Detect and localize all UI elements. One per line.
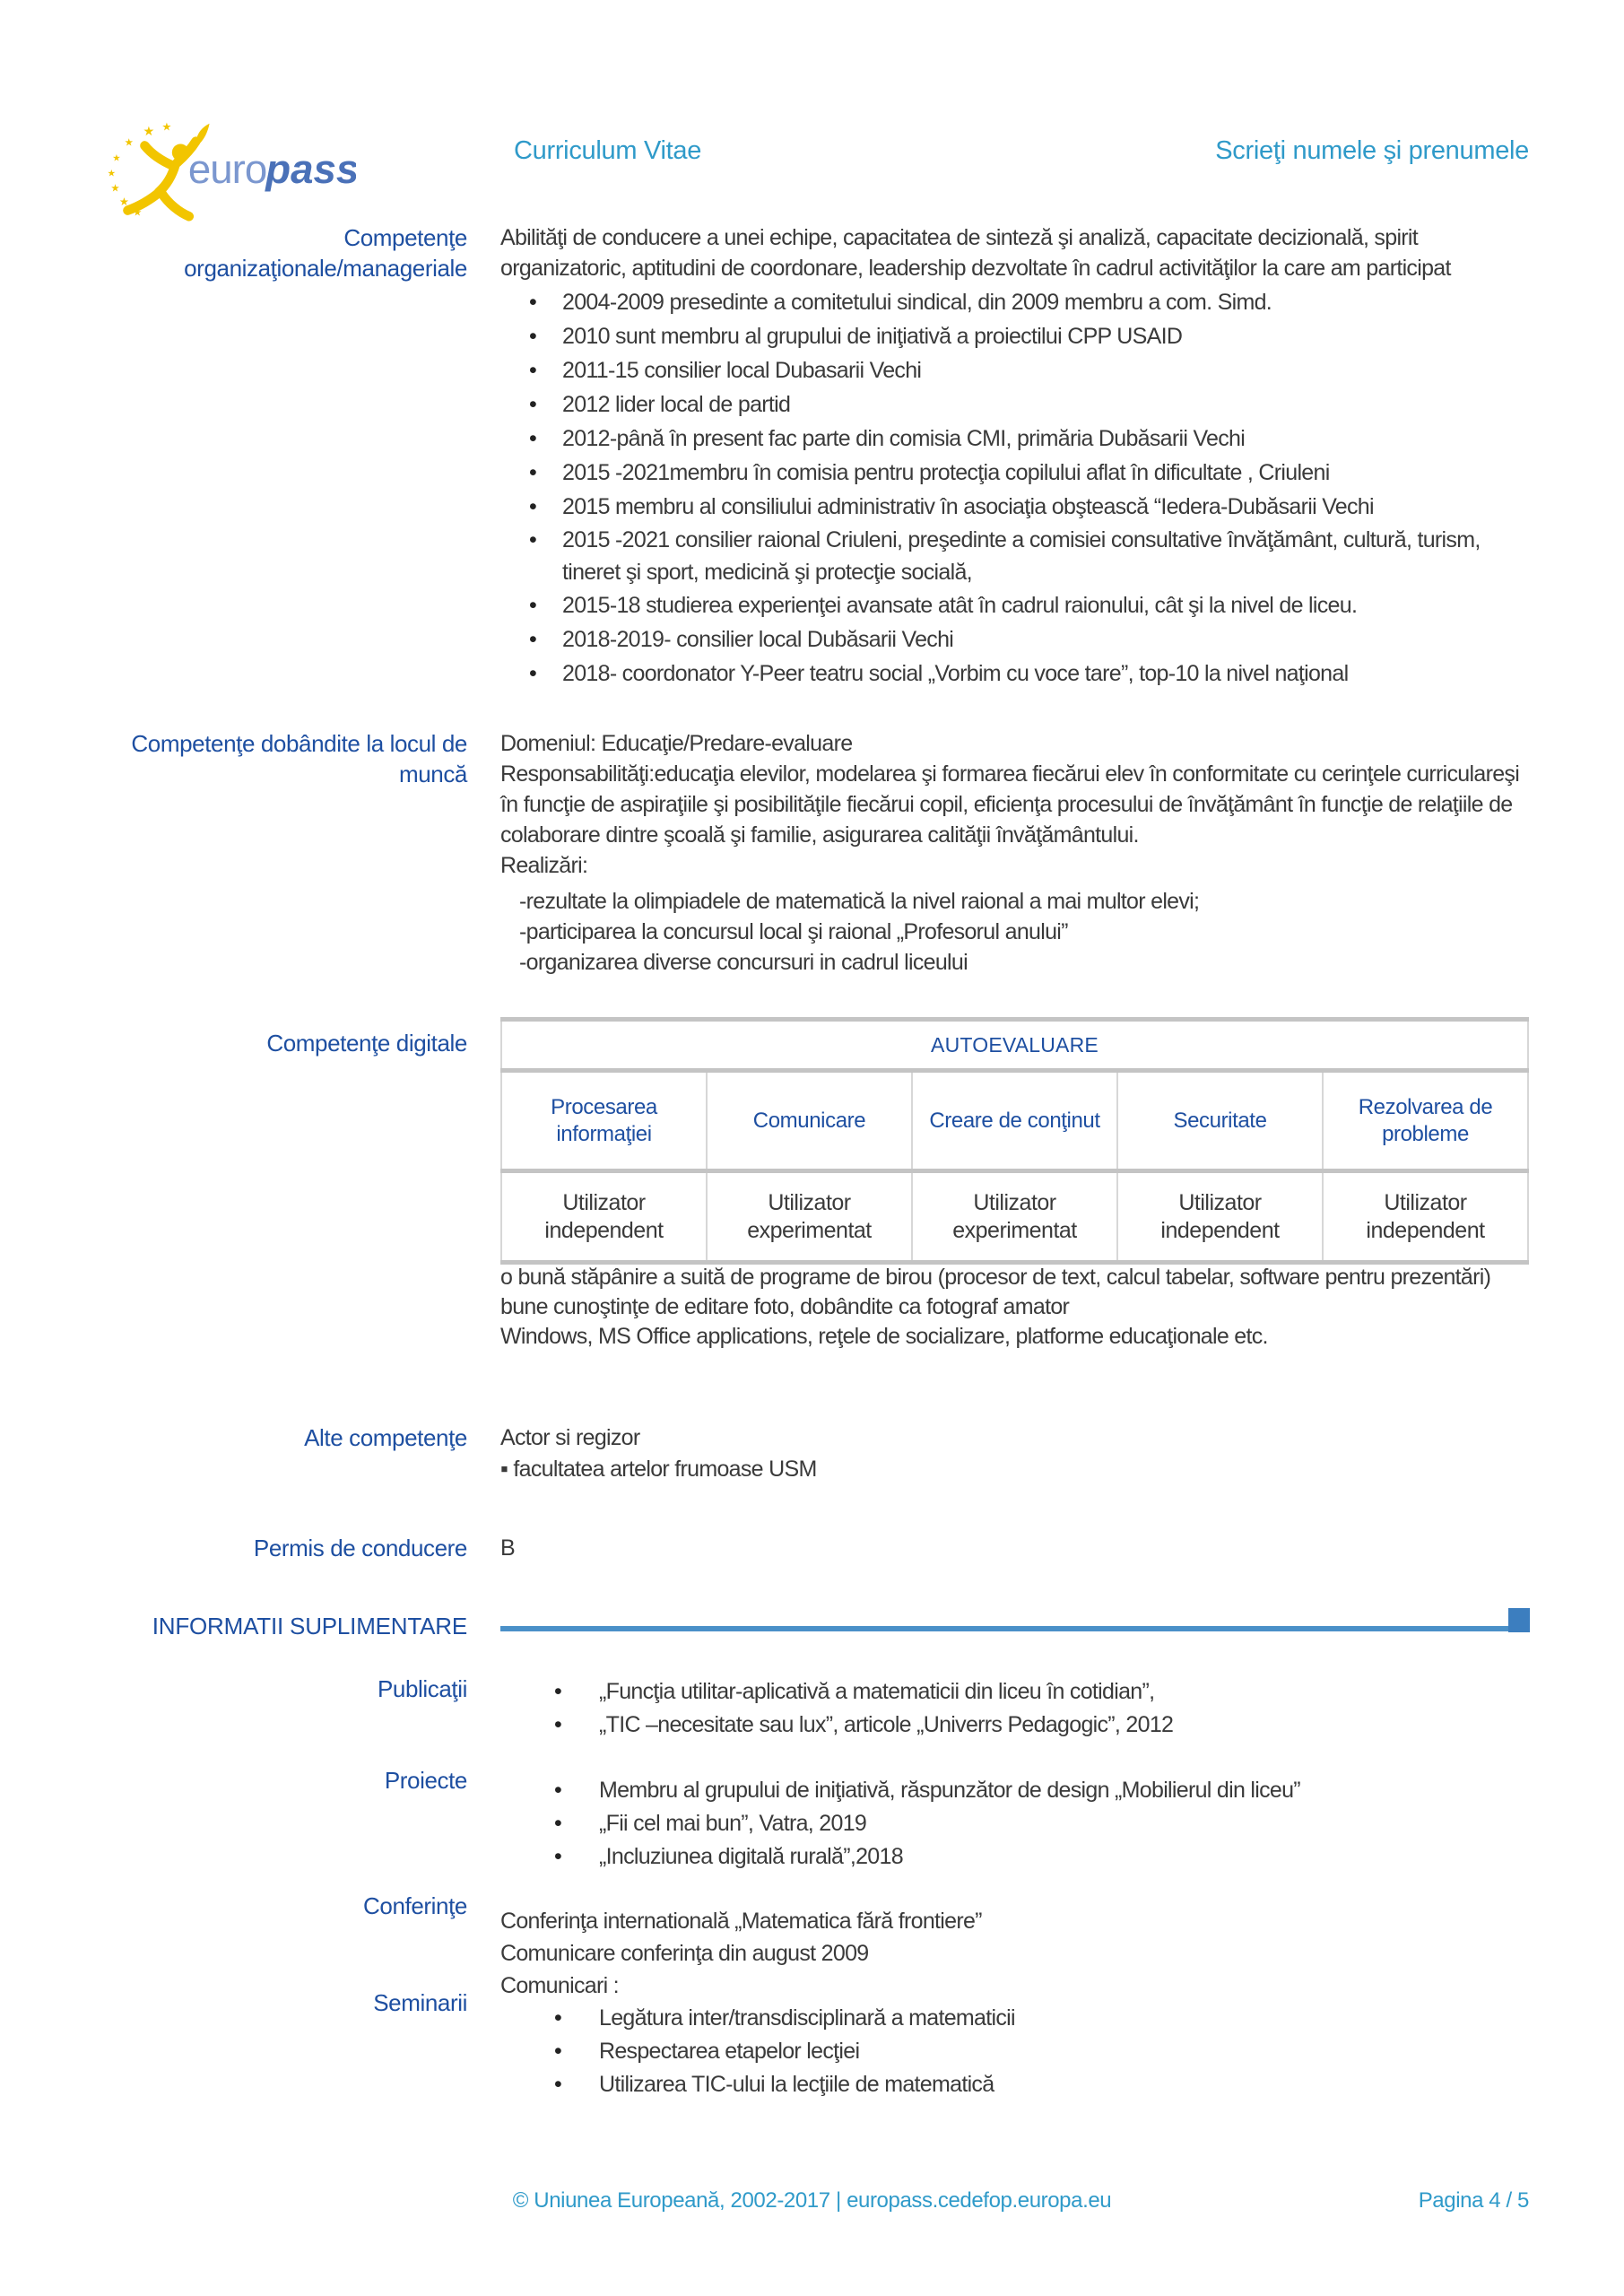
- seminars-list: [500, 2002, 1529, 2101]
- section-label-organizational: Competenţe organizaţionale/manageriale: [184, 224, 467, 282]
- column-header: Creare de conţinut: [912, 1071, 1117, 1171]
- list-item: • Respectarea etapelor lecţiei: [500, 2035, 1529, 2068]
- section-label-projects: Proiecte: [384, 1767, 467, 1794]
- list-item: • 2012 lider local de partid: [500, 387, 1529, 422]
- list-item: • 2015-18 studierea experienţei avansate atât în cadrul raionului, cât şi la nivel de liceu.: [500, 588, 1529, 622]
- skill-level-cell: Utilizator independent: [1323, 1171, 1528, 1263]
- workplace-responsibilities: Responsabilităţi:educaţia elevilor, modelarea şi formarea fiecărui elev în conformitate cu cerinţele curriculareşi în funcţie de aspiraţiile şi posibilităţile fiecărui copil, eficienţa procesului de învăţământ în funcţie de relaţiile de colaborare dintre şcoală şi familie, asigurarea calităţii învăţământului.: [500, 761, 1520, 848]
- svg-text:★: ★: [161, 120, 172, 134]
- digital-notes: [500, 1263, 1529, 1352]
- digital-skills-table: [500, 1017, 1529, 1265]
- list-item: • Legătura inter/transdisciplinară a matematicii: [500, 2002, 1529, 2035]
- list-item: • 2018-2019- consilier local Dubăsarii Vechi: [500, 622, 1529, 657]
- other-content: [500, 1422, 1529, 1485]
- section-divider-line: [500, 1626, 1529, 1631]
- list-item: • 2004-2009 presedinte a comitetului sindical, din 2009 membru a com. Simd.: [500, 285, 1529, 319]
- list-item: -organizarea diverse concursuri in cadrul liceului: [519, 950, 968, 975]
- workplace-achievements-heading: Realizări:: [500, 853, 588, 878]
- section-label-publications: Publicaţii: [377, 1675, 467, 1702]
- section-label-other: Alte competenţe: [304, 1424, 467, 1451]
- logo-text-euro: euro: [187, 146, 267, 193]
- list-item: -participarea la concursul local şi raional „Profesorul anului”: [519, 919, 1068, 944]
- svg-text:★: ★: [133, 205, 143, 219]
- list-item: • 2015 -2021 consilier raional Criuleni, preşedinte a comisiei consultative învăţământ, cultură, turism, tineret şi sport, medicină şi protecţie socială,: [500, 524, 1529, 588]
- workplace-content: [500, 728, 1529, 978]
- section-label-digital: Competenţe digitale: [266, 1030, 467, 1057]
- list-item: • Membru al grupului de iniţiativă, răspunzător de design „Mobilierul din liceu”: [500, 1774, 1529, 1807]
- list-item: • 2018- coordonator Y-Peer teatru social „Vorbim cu voce tare”, top-10 la nivel naţional: [500, 657, 1529, 691]
- list-item: • 2010 sunt membru al grupului de iniţiativă a proiectilui CPP USAID: [500, 319, 1529, 353]
- conference-line: Conferinţa internatională „Matematica fără frontiere”: [500, 1909, 982, 1934]
- footer-copyright: © Uniunea Europeană, 2002-2017 | europass.cedefop.europa.eu: [512, 2188, 1112, 2213]
- workplace-achievement-items: [500, 886, 1529, 978]
- digital-note: Windows, MS Office applications, reţele de socializare, platforme educaţionale etc.: [500, 1324, 1268, 1349]
- workplace-domain: Domeniul: Educaţie/Predare-evaluare: [500, 731, 853, 756]
- skill-level-cell: Utilizator experimentat: [912, 1171, 1117, 1263]
- column-header: Rezolvarea de probleme: [1323, 1071, 1528, 1171]
- skill-level-cell: Utilizator independent: [1117, 1171, 1323, 1263]
- section-label-workplace: Competenţe dobândite la locul de muncă: [131, 730, 467, 787]
- other-line: ▪ facultatea artelor frumoase USM: [500, 1457, 817, 1482]
- list-item: • 2012-până în present fac parte din comisia CMI, primăria Dubăsarii Vechi: [500, 422, 1529, 456]
- svg-text:★: ★: [143, 125, 155, 139]
- list-item: • 2011-15 consilier local Dubasarii Vechi: [500, 353, 1529, 387]
- driving-value: B: [500, 1535, 515, 1561]
- footer-page-number: Pagina 4 / 5: [1418, 2188, 1529, 2213]
- list-item: • 2015 -2021membru în comisia pentru protecţia copilului aflat în dificultate , Criuleni: [500, 456, 1529, 490]
- europass-logo-icon: [100, 117, 356, 222]
- list-item: • „Fii cel mai bun”, Vatra, 2019: [500, 1807, 1529, 1840]
- section-divider-square: [1508, 1608, 1530, 1632]
- other-line: Actor si regizor: [500, 1425, 640, 1450]
- digital-note: bune cunoştinţe de editare foto, dobândite ca fotograf amator: [500, 1294, 1070, 1319]
- projects-list: [500, 1774, 1529, 1874]
- section-label-driving: Permis de conducere: [253, 1535, 467, 1561]
- document-title: Curriculum Vitae: [514, 136, 702, 165]
- svg-text:★: ★: [110, 181, 120, 195]
- svg-text:★: ★: [124, 135, 134, 149]
- organizational-bullet-list: [500, 285, 1529, 691]
- europass-logo: [100, 117, 356, 222]
- name-placeholder: Scrieţi numele şi prenumele: [1215, 136, 1529, 165]
- organizational-intro: Abilităţi de conducere a unei echipe, capacitatea de sinteză şi analiză, capacitate decizională, spirit organizatoric, aptitudini de coordonare, leadership dezvoltate în cadrul activităţilor la care am participat: [500, 225, 1451, 281]
- digital-note: o bună stăpânire a suită de programe de birou (procesor de text, calcul tabelar, software pentru prezentări): [500, 1265, 1491, 1290]
- list-item: • „TIC –necesitate sau lux”, articole „Univerrs Pedagogic”, 2012: [500, 1709, 1529, 1742]
- list-item: • 2015 membru al consiliului administrativ în asociaţia obştească “Iedera-Dubăsarii Vechi: [500, 490, 1529, 524]
- conference-line: Comunicari :: [500, 1973, 619, 1998]
- publications-list: [500, 1675, 1529, 1742]
- svg-text:★: ★: [118, 195, 129, 208]
- skill-level-cell: Utilizator independent: [501, 1171, 707, 1263]
- section-header-additional-info: INFORMATII SUPLIMENTARE: [152, 1613, 467, 1639]
- skill-level-cell: Utilizator experimentat: [707, 1171, 912, 1263]
- logo-text-pass: pass: [265, 146, 356, 193]
- column-header: Comunicare: [707, 1071, 912, 1171]
- list-item: • „Funcţia utilitar-aplicativă a matematicii din liceu în cotidian”,: [500, 1675, 1529, 1709]
- conference-line: Comunicare conferinţa din august 2009: [500, 1941, 869, 1966]
- table-header-autoevaluare: AUTOEVALUARE: [501, 1020, 1528, 1071]
- column-header: Procesarea informaţiei: [501, 1071, 707, 1171]
- list-item: -rezultate la olimpiadele de matematică la nivel raional a mai multor elevi;: [519, 889, 1200, 914]
- section-label-seminars: Seminarii: [373, 1989, 467, 2016]
- svg-text:★: ★: [107, 168, 116, 179]
- list-item: • Utilizarea TIC-ului la lecţiile de matematică: [500, 2068, 1529, 2101]
- section-label-conferences: Conferinţe: [363, 1892, 467, 1919]
- column-header: Securitate: [1117, 1071, 1323, 1171]
- svg-text:★: ★: [112, 152, 121, 164]
- conferences-content: [500, 1905, 1529, 2002]
- list-item: • „Incluziunea digitală rurală”,2018: [500, 1840, 1529, 1874]
